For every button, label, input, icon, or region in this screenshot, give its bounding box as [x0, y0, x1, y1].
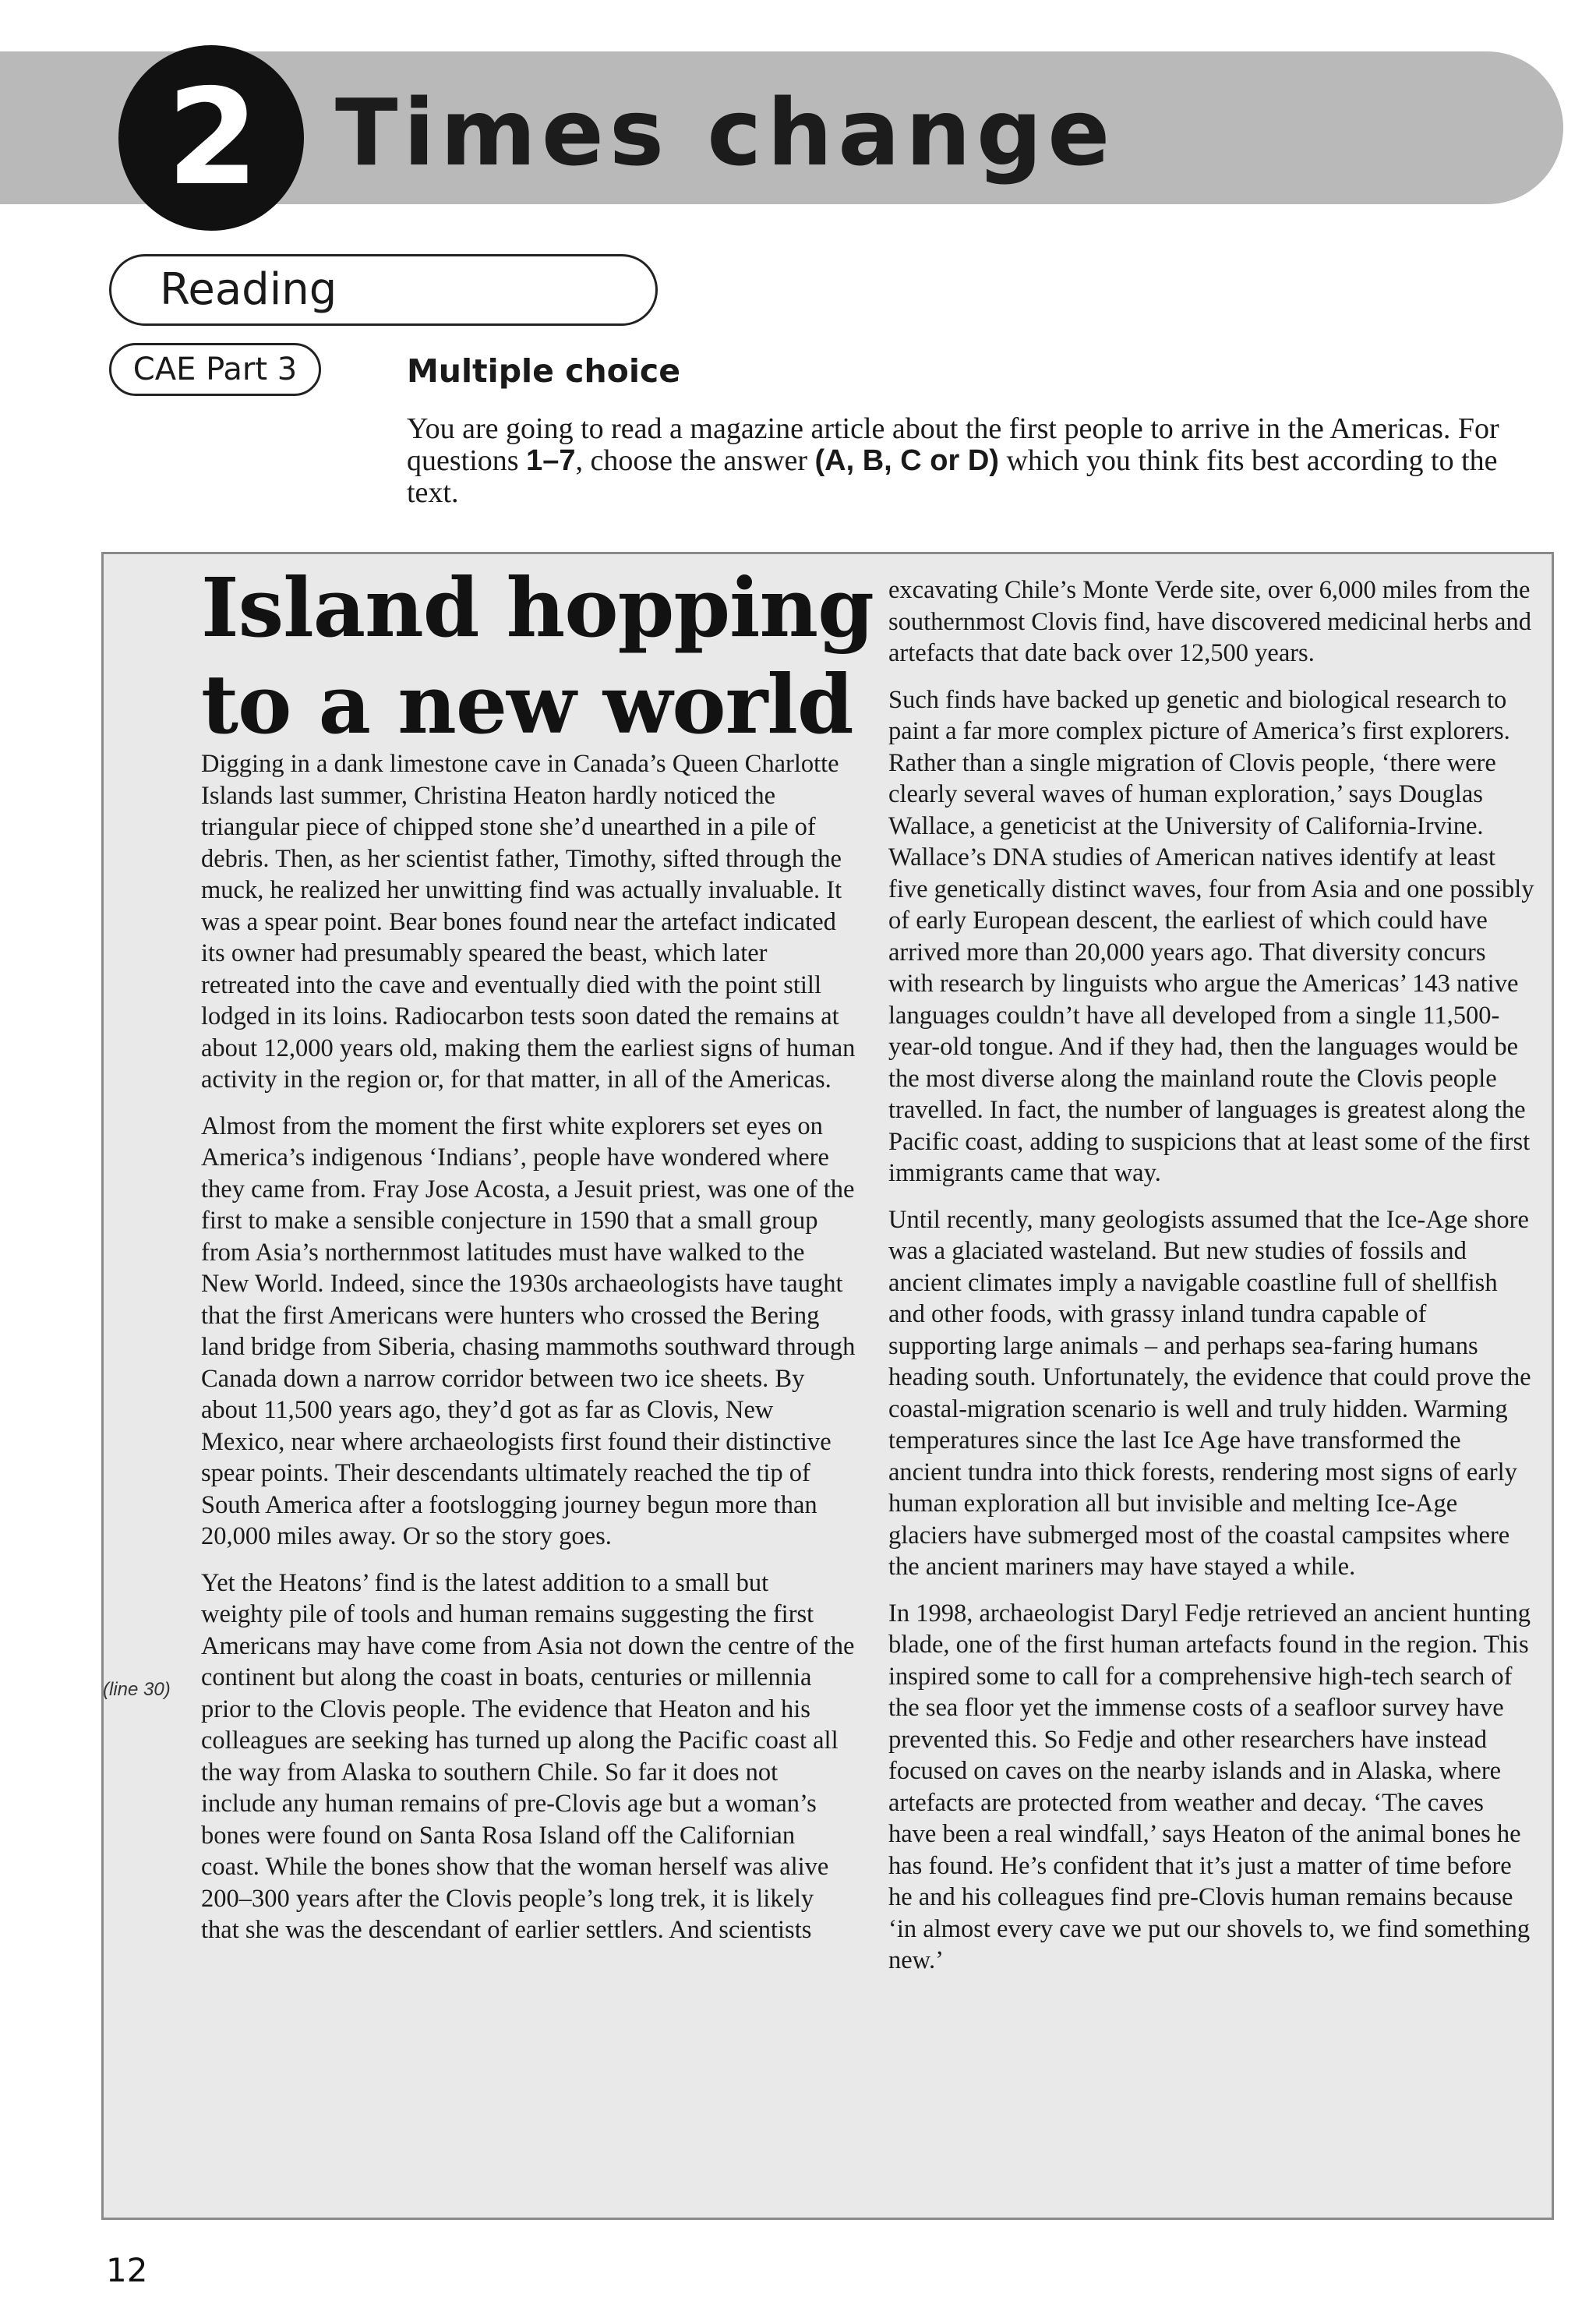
page-number: 12: [106, 2251, 148, 2289]
article-column-right: [888, 574, 1535, 1992]
task-heading: Multiple choice: [407, 352, 681, 390]
article-paragraph: Digging in a dank limestone cave in Canada’s Queen Charlotte Islands last summer, Christina Heaton hardly noticed the triangular piece of chipped stone she’d unearthed in a pile of debris. Then, as her scientist father, Timothy, sifted through the muck, he realized her unwitting find was actually invaluable. It was a spear point. Bear bones found near the artefact indicated its owner had presumably speared the beast, which later retreated into the cave and eventually died with the point still lodged in its loins. Radiocarbon tests soon dated the remains at about 12,000 years old, making them the earliest signs of human activity in the region or, for that matter, in all of the Americas.: [201, 750, 856, 1094]
section-label: [109, 254, 658, 326]
section-label-text: Reading: [160, 264, 337, 315]
instructions-options: (A, B, C or D): [814, 444, 999, 477]
instructions-text-3: which you think fits best according to the text.: [407, 444, 1498, 509]
task-instructions: [407, 413, 1537, 509]
article-paragraph: In 1998, archaeologist Daryl Fedje retrieved an ancient hunting blade, one of the first human artefacts found in the region. This inspired some to call for a comprehensive high-tech search of the sea floor yet the immense costs of a seafloor survey have prevented this. So Fedje and other researchers have instead focused on caves on the nearby islands and in Alaska, where artefacts are protected from weather and decay. ‘The caves have been a real windfall,’ says Heaton of the animal bones he has found. He’s confident that it’s just a matter of time before he and his colleagues find pre-Clovis human remains because ‘in almost every cave we put our shovels to, we find something new.’: [888, 1599, 1531, 1974]
exam-part-label: CAE Part 3: [109, 343, 321, 396]
unit-number-badge: 2: [118, 45, 304, 231]
article-paragraph: Yet the Heatons’ find is the latest addition to a small but weighty pile of tools and human remains suggesting the first Americans may have come from Asia not down the centre of the continent but along the coast in boats, centuries or millennia prior to the Clovis people. The evidence that Heaton and his colleagues are seeking has turned up along the Pacific coast all the way from Alaska to southern Chile. So far it does not include any human remains of pre-Clovis age but a woman’s bones were found on Santa Rosa Island off the Californian coast. While the bones show that the woman herself was alive 200–300 years after the Clovis people’s long trek, it is likely that she was the descendant of earlier settlers. And scientists: [201, 1568, 855, 1944]
article-paragraph: Almost from the moment the first white explorers set eyes on America’s indigenous ‘Indians’, people have wondered where they came from. Fray Jose Acosta, a Jesuit priest, was one of the first to make a sensible conjecture in 1590 that a small group from Asia’s northernmost latitudes must have walked to the New World. Indeed, since the 1930s archaeologists have taught that the first Americans were hunters who crossed the Bering land bridge from Siberia, chasing mammoths southward through Canada down a narrow corridor between two ice sheets. By about 11,500 years ago, they’d got as far as Clovis, New Mexico, near where archaeologists first found their distinctive spear points. Their descendants ultimately reached the tip of South America after a footslogging journey begun more than 20,000 miles away. Or so the story goes.: [201, 1112, 856, 1550]
article-paragraph: Such finds have backed up genetic and biological research to paint a far more complex picture of America’s first explorers. Rather than a single migration of Clovis people, ‘there were clearly several waves of human exploration,’ says Douglas Wallace, a geneticist at the University of California-Irvine. Wallace’s DNA studies of American natives identify at least five genetically distinct waves, four from Asia and one possibly of early European descent, the earliest of which could have arrived more than 20,000 years ago. That diversity concurs with research by linguists who argue the Americas’ 143 native languages couldn’t have all developed from a single 11,500-year-old tongue. And if they had, then the languages would be the most diverse along the mainland route the Clovis people travelled. In fact, the number of languages is greatest along the Pacific coast, adding to suspicions that at least some of the first immigrants came that way.: [888, 685, 1534, 1187]
unit-title: Times change: [335, 79, 1116, 186]
instructions-text-2: , choose the answer: [575, 444, 815, 477]
instructions-text-1: You are going to read a magazine article about the first people to arrive in the Americas. For questions: [407, 412, 1499, 477]
article-headline: Island hopping to a new world: [201, 560, 874, 752]
line-marker: (line 30): [103, 1679, 171, 1700]
article-paragraph: Until recently, many geologists assumed that the Ice-Age shore was a glaciated wasteland. But new studies of fossils and ancient climates imply a navigable coastline full of shellfish and other foods, with grassy inland tundra capable of supporting large animals – and perhaps sea-faring humans heading south. Unfortunately, the evidence that could prove the coastal-migration scenario is well and truly hidden. Warming temperatures since the last Ice Age have transformed the ancient tundra into thick forests, rendering most signs of early human exploration all but invisible and melting Ice-Age glaciers have submerged most of the coastal campsites where the ancient mariners may have stayed a while.: [888, 1205, 1531, 1581]
article-column-left: [201, 748, 856, 1961]
article-paragraph: excavating Chile’s Monte Verde site, over 6,000 miles from the southernmost Clovis find, have discovered medicinal herbs and artefacts that date back over 12,500 years.: [888, 576, 1531, 667]
instructions-question-range: 1–7: [526, 444, 576, 477]
